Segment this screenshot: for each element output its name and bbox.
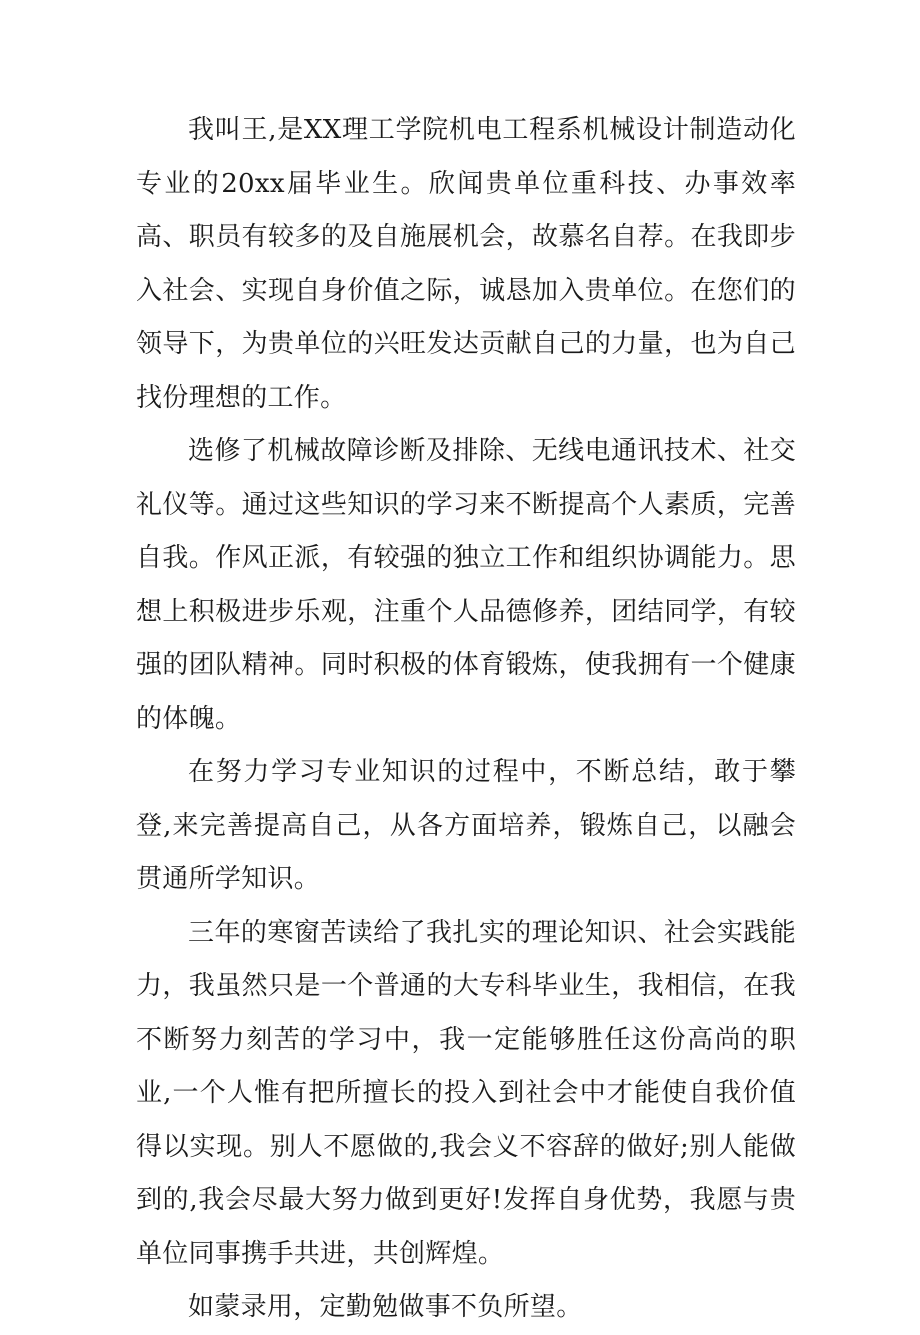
paragraph-learning-attitude: 在努力学习专业知识的过程中，不断总结，敢于攀登,来完善提高自己，从各方面培养，锻炼自己，以融会贯通所学知识。 xyxy=(136,757,796,894)
paragraph-closing: 如蒙录用，定勤勉做事不负所望。 xyxy=(188,1292,583,1322)
paragraph-commitment: 三年的寒窗苦读给了我扎实的理论知识、社会实践能力，我虽然只是一个普通的大专科毕业生，我相信，在我不断努力刻苦的学习中，我一定能够胜任这份高尚的职业,一个人惟有把所擅长的投入到社会中才能使自我价值得以实现。别人不愿做的,我会义不容辞的做好;别人能做到的,我会尽最大努力做到更好!发挥自身优势，我愿与贵单位同事携手共进，共创辉煌。 xyxy=(136,917,796,1269)
document-body xyxy=(136,104,796,1335)
paragraph-self-introduction: 我叫王,是XX理工学院机电工程系机械设计制造动化专业的20xx届毕业生。欣闻贵单位重科技、办事效率高、职员有较多的及自施展机会，故慕名自荐。在我即步入社会、实现自身价值之际，诚恳加入贵单位。在您们的领导下，为贵单位的兴旺发达贡献自己的力量，也为自己找份理想的工作。 xyxy=(136,115,796,413)
paragraph-courses-and-character: 选修了机械故障诊断及排除、无线电通讯技术、社交礼仪等。通过这些知识的学习来不断提高个人素质，完善自我。作风正派，有较强的独立工作和组织协调能力。思想上积极进步乐观，注重个人品德修养，团结同学，有较强的团队精神。同时积极的体育锻炼，使我拥有一个健康的体魄。 xyxy=(136,436,796,734)
